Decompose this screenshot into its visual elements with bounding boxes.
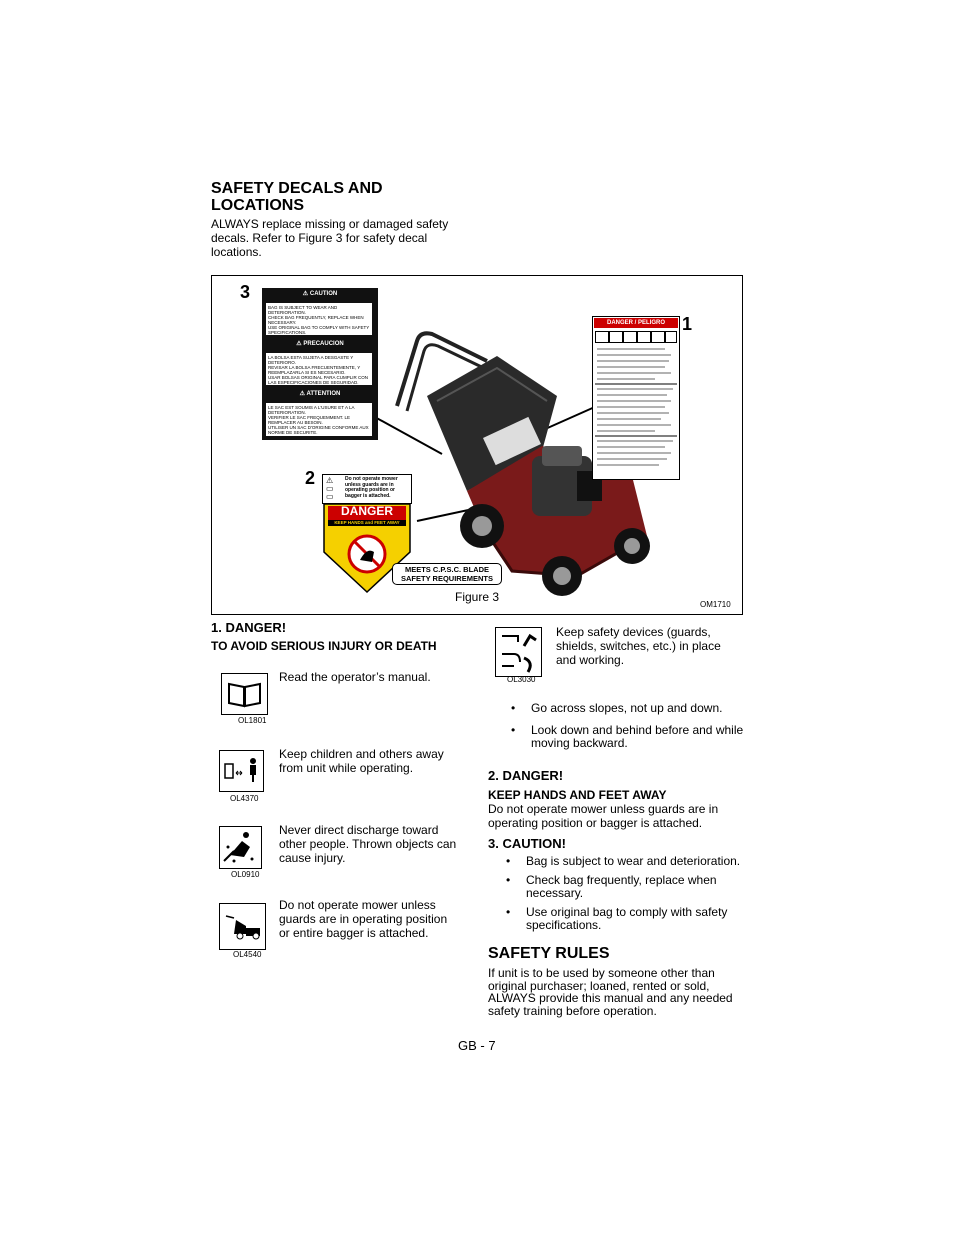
warning-icon: ⚠ [296, 341, 302, 347]
list-item: • Go across slopes, not up and down. [507, 702, 747, 715]
decal-attention-text: LE SAC EST SOUMIS A L'USURE ET A LA DETERIORATION. VERIFIER LE SAC FREQUEMMENT. LE REMPLACER AU BESOIN. UTILISER UN SAC D'ORIGINE CONFORME AUX NORME DE SECURITE. [266, 403, 372, 436]
safety-rules-text: If unit is to be used by someone other than original purchaser; loaned, rented or sold, ALWAYS provide this manual and any needed safety training before operation. [488, 966, 733, 1018]
discharge-pictogram [219, 826, 262, 869]
decal-caution-text: BAG IS SUBJECT TO WEAR AND DETERIORATION. CHECK BAG FREQUENTLY, REPLACE WHEN NECESSARY. USE ORIGINAL BAG TO COMPLY WITH SAFETY SPECIFICATIONS. [266, 303, 372, 335]
cpsc-label: MEETS C.P.S.C. BLADE SAFETY REQUIREMENTS [392, 563, 502, 585]
danger-1-title: 1. DANGER! [211, 620, 287, 635]
warning-icon: ⚠ [302, 291, 309, 297]
caution-3-title: 3. CAUTION! [488, 836, 566, 851]
decal-1-fine-print [595, 345, 677, 475]
danger-1-item-text: Do not operate mower unless guards are in operating position or entire bagger is attached. [279, 898, 448, 940]
callout-1: 1 [682, 314, 693, 334]
callout-3: 3 [240, 282, 251, 302]
warning-icon: ⚠ ▭ ▭ [326, 476, 334, 501]
danger-1-subtitle: TO AVOID SERIOUS INJURY OR DEATH [211, 639, 437, 653]
mower-guard-icon [220, 904, 265, 949]
manual-pictogram [221, 673, 268, 715]
section-title: SAFETY DECALS AND LOCATIONS [211, 180, 383, 214]
callout-2: 2 [305, 468, 316, 488]
decal-3 [262, 288, 378, 440]
pictogram-code: OL3030 [507, 675, 536, 684]
decal-1-header: DANGER / PELIGRO [594, 318, 678, 328]
page-number: GB - 7 [458, 1038, 496, 1053]
danger-1-item-text: Keep children and others away from unit while operating. [279, 747, 444, 775]
section-intro: ALWAYS replace missing or damaged safety decals. Refer to Figure 3 for safety decal locations. [211, 217, 449, 259]
warning-icon: ⚠ [299, 391, 306, 397]
keep-away-icon [220, 751, 263, 791]
thrown-objects-icon [220, 827, 261, 868]
list-item: • Use original bag to comply with safety specifications. [502, 906, 752, 932]
decal-precaucion-title: PRECAUCION [303, 341, 344, 347]
decal-danger-word: DANGER [340, 504, 393, 518]
danger-1-item-text: Keep safety devices (guards, shields, switches, etc.) in place and working. [556, 625, 721, 667]
pictogram-code: OL1801 [238, 716, 267, 725]
decal-attention-title: ATTENTION [306, 391, 341, 397]
safety-devices-pictogram [495, 627, 542, 677]
pictogram-code: OL0910 [231, 870, 260, 879]
pictogram-code: OL4540 [233, 950, 262, 959]
danger-1-bullets [507, 702, 747, 756]
danger-2-title: 2. DANGER! [488, 768, 564, 783]
list-item: • Check bag frequently, replace when necessary. [502, 874, 752, 900]
decal-keep-hands: KEEP HANDS and FEET AWAY [334, 520, 400, 525]
danger-1-item-text: Never direct discharge toward other people. Thrown objects can cause injury. [279, 823, 457, 865]
danger-1-item-text: Read the operator’s manual. [279, 670, 431, 684]
safety-devices-icon [496, 628, 541, 676]
pictogram-code: OL4370 [230, 794, 259, 803]
danger-2-text: Do not operate mower unless guards are in operating position or bagger is attached. [488, 802, 719, 830]
figure-3 [211, 275, 743, 615]
figure-code: OM1710 [700, 600, 731, 609]
danger-2-subtitle: KEEP HANDS AND FEET AWAY [488, 788, 667, 802]
children-pictogram [219, 750, 264, 792]
book-icon [222, 674, 267, 714]
figure-caption: Figure 3 [455, 590, 500, 604]
decal-2-text: Do not operate mower unless guards are in operating position or bagger is attached. [345, 476, 398, 499]
list-item: • Look down and behind before and while moving backward. [507, 724, 747, 750]
guards-pictogram [219, 903, 266, 950]
caution-3-bullets [502, 855, 752, 938]
decal-1-pictograms [595, 330, 677, 342]
decal-caution-title: CAUTION [309, 291, 338, 297]
safety-rules-title: SAFETY RULES [488, 945, 610, 962]
list-item: • Bag is subject to wear and deterioration. [502, 855, 752, 868]
decal-precaucion-text: LA BOLSA ESTA SUJETA A DESGASTE Y DETERIORO. REVISAR LA BOLSA FRECUENTEMENTE, Y REEMPLAZARLA SI ES NECESARIO. USAR BOLSAS ORIGINAL PARA CUMPLIR CON LAS ESPECIFICACIONES DE SEGURIDAD. [266, 353, 372, 385]
decal-1 [592, 316, 680, 480]
